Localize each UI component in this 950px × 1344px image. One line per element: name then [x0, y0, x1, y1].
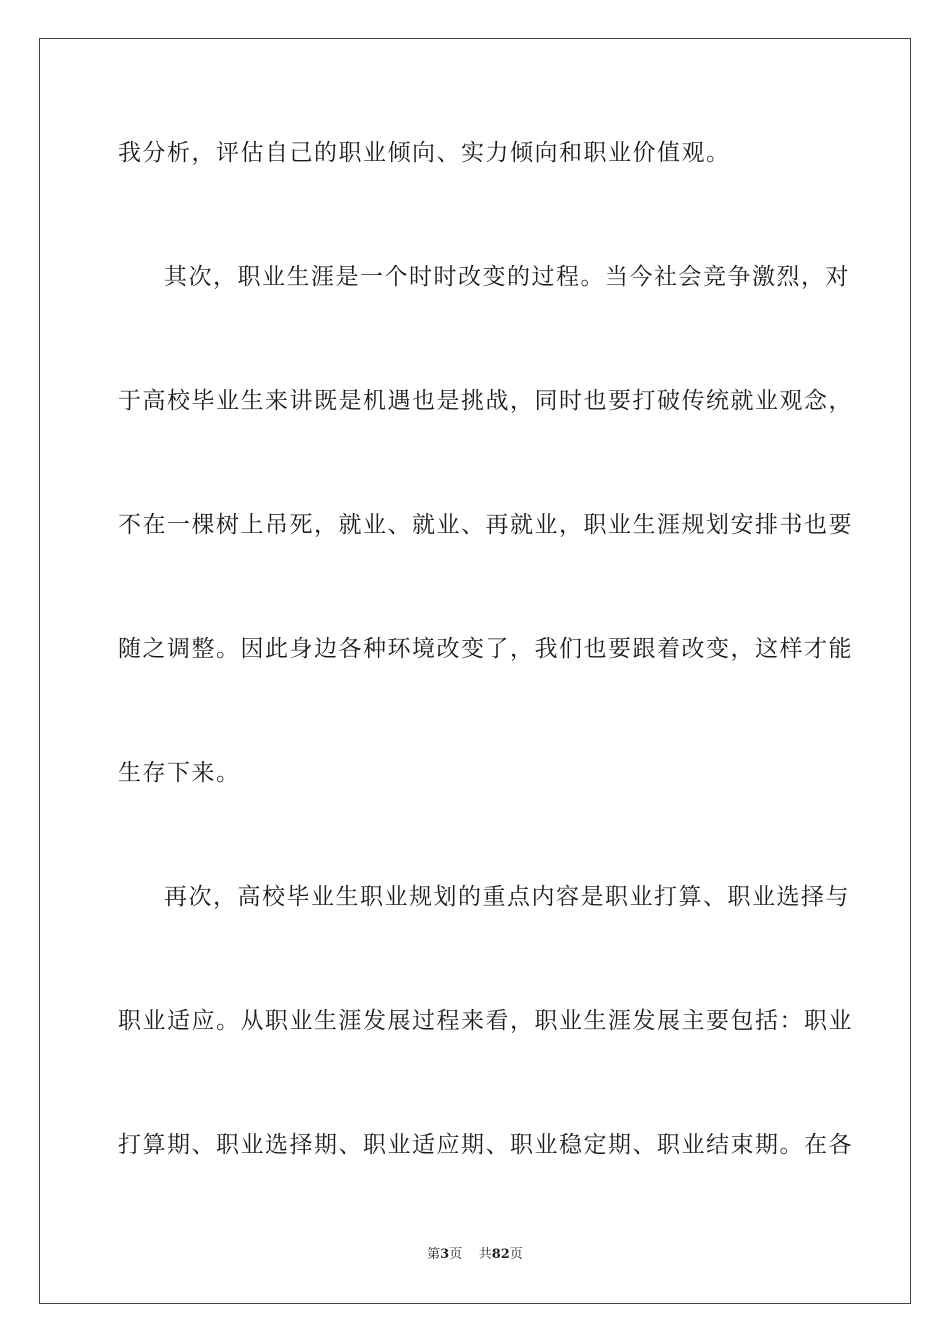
body-line-4: 不在一棵树上吊死，就业、就业、再就业，职业生涯规划安排书也要 [118, 512, 853, 538]
body-line-1: 我分析，评估自己的职业倾向、实力倾向和职业价值观。 [118, 140, 731, 166]
body-line-2: 其次，职业生涯是一个时时改变的过程。当今社会竞争激烈，对 [164, 264, 850, 290]
page-border [39, 38, 911, 1304]
total-pages: 82 [491, 1247, 510, 1262]
page-footer [0, 1246, 950, 1264]
page-prefix: 第 [427, 1247, 441, 1262]
body-line-3: 于高校毕业生来讲既是机遇也是挑战，同时也要打破传统就业观念， [118, 388, 853, 414]
body-line-5: 随之调整。因此身边各种环境改变了，我们也要跟着改变，这样才能 [118, 636, 853, 662]
total-prefix: 共 [478, 1247, 492, 1262]
body-line-6: 生存下来。 [118, 760, 241, 786]
body-line-7: 再次，高校毕业生职业规划的重点内容是职业打算、职业选择与 [164, 884, 850, 910]
body-line-9: 打算期、职业选择期、职业适应期、职业稳定期、职业结束期。在各 [118, 1132, 853, 1158]
body-line-8: 职业适应。从职业生涯发展过程来看，职业生涯发展主要包括：职业 [118, 1008, 853, 1034]
page-number: 3 [440, 1247, 450, 1262]
total-suffix: 页 [509, 1247, 523, 1262]
page-suffix: 页 [449, 1247, 463, 1262]
